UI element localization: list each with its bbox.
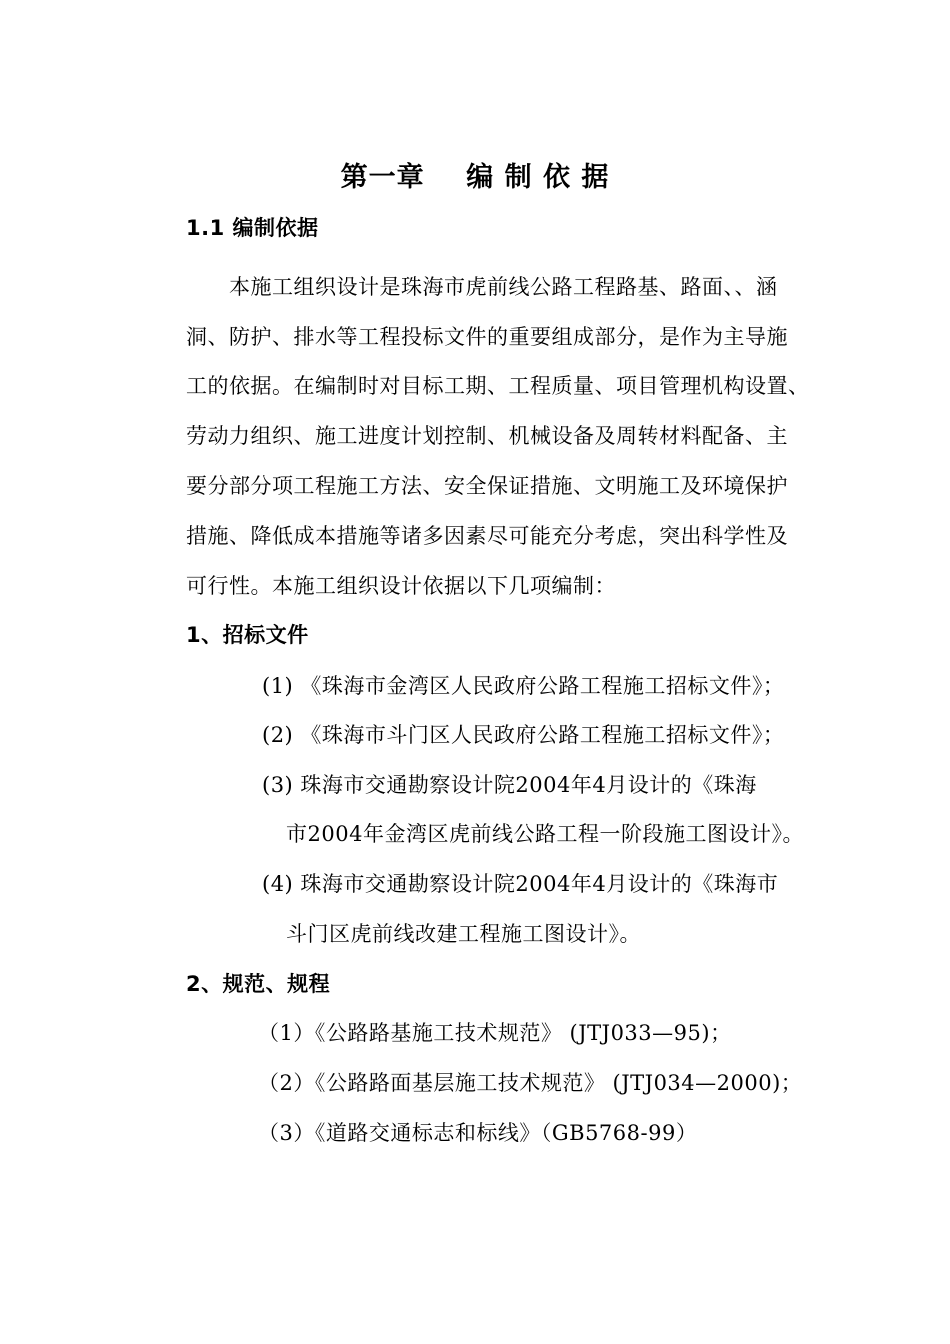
- intro-line-5: 要分部分项工程施工方法、安全保证措施、文明施工及环境保护: [186, 474, 788, 498]
- intro-line-4: 劳动力组织、施工进度计划控制、机械设备及周转材料配备、主: [186, 424, 788, 448]
- bidding-item-4: (4) 珠海市交通勘察设计院2004年4月设计的《珠海市: [262, 872, 779, 896]
- bidding-item-3: (3) 珠海市交通勘察设计院2004年4月设计的《珠海: [262, 773, 757, 797]
- standard-item-3: （3）《道路交通标志和标线》（GB5768-99）: [258, 1121, 698, 1145]
- heading-bidding-documents: 1、招标文件: [186, 623, 309, 647]
- standard-item-2: （2）《公路路面基层施工技术规范》 (JTJ034—2000)；: [258, 1071, 803, 1095]
- bidding-item-3-cont: 市2004年金湾区虎前线公路工程一阶段施工图设计》。: [286, 822, 804, 846]
- intro-line-7: 可行性。本施工组织设计依据以下几项编制：: [186, 574, 616, 598]
- chapter-title: 第一章 编 制 依 据: [340, 162, 610, 193]
- intro-line-1: 本施工组织设计是珠海市虎前线公路工程路基、路面、、涵: [229, 275, 778, 299]
- section-heading-1-1: 1.1 编制依据: [186, 216, 319, 240]
- intro-line-2: 洞、防护、排水等工程投标文件的重要组成部分，是作为主导施: [186, 325, 788, 349]
- heading-standards: 2、规范、规程: [186, 972, 331, 996]
- intro-line-6: 措施、降低成本措施等诸多因素尽可能充分考虑，突出科学性及: [186, 524, 788, 548]
- intro-line-3: 工的依据。在编制时对目标工期、工程质量、项目管理机构设置、: [186, 374, 810, 398]
- bidding-item-4-cont: 斗门区虎前线改建工程施工图设计》。: [286, 922, 641, 946]
- bidding-item-2: (2) 《珠海市斗门区人民政府公路工程施工招标文件》；: [262, 723, 785, 747]
- standard-item-1: （1）《公路路基施工技术规范》 (JTJ033—95)；: [258, 1021, 732, 1045]
- bidding-item-1: (1) 《珠海市金湾区人民政府公路工程施工招标文件》；: [262, 674, 785, 698]
